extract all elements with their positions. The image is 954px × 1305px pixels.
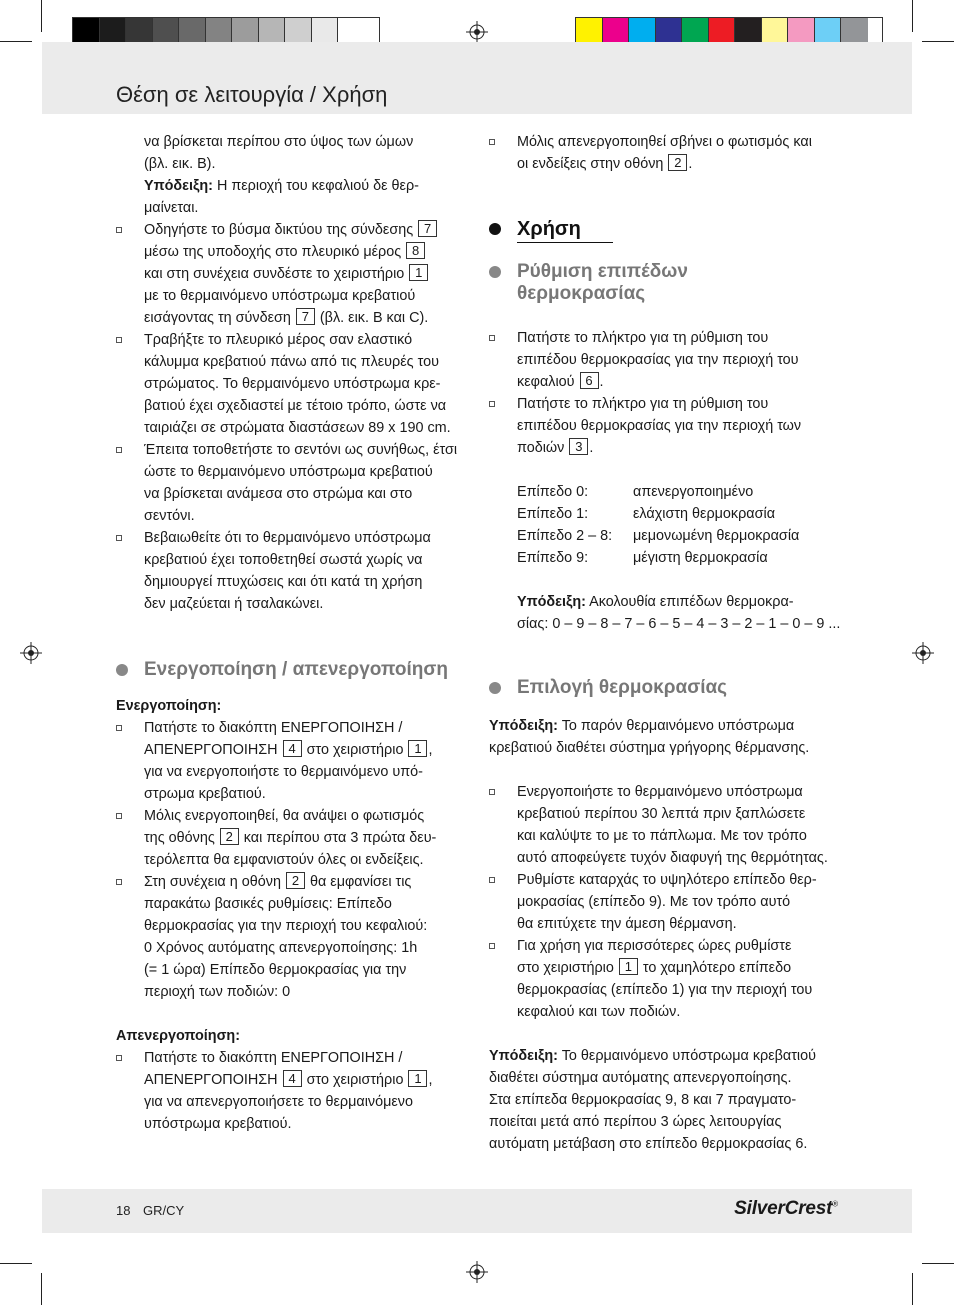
ref-number: 8 <box>406 242 425 259</box>
level-value: μεμονωμένη θερμοκρασία <box>633 528 800 544</box>
subheading: Απενεργοποίηση: <box>116 1028 240 1044</box>
ref-number: 7 <box>418 220 437 237</box>
brand-name: SilverCrest <box>734 1198 833 1219</box>
crop-mark <box>922 41 954 42</box>
section-heading-text: Ενεργοποίηση / απενεργοποίηση <box>144 659 448 680</box>
text: Πατήστε το πλήκτρο για τη ρύθμιση του <box>517 330 769 346</box>
bullet-box-icon <box>116 725 122 731</box>
bullet-dot-icon <box>116 664 128 676</box>
bullet-box-icon <box>116 447 122 453</box>
bullet-dot-icon <box>489 223 501 235</box>
text: στρωμα κρεβατιού. <box>144 786 266 802</box>
text: Η περιοχή του κεφαλιού δε θερ- <box>212 178 419 194</box>
text: δεν μαζεύεται ή τσαλακώνει. <box>144 596 324 612</box>
text: κρεβατιού περίπου 30 λεπτά πριν ξαπλώσετε <box>517 806 806 822</box>
text: Στη συνέχεια η οθόνη <box>144 874 281 890</box>
text: . <box>589 440 594 456</box>
level-value: απενεργοποιημένο <box>633 484 754 500</box>
bullet-box-icon <box>489 877 495 883</box>
text: Το θερμαινόμενο υπόστρωμα κρεβατιού <box>557 1048 816 1064</box>
text: Ενεργοποιήστε το θερμαινόμενο υπόστρωμα <box>517 784 803 800</box>
ref-number: 1 <box>619 958 638 975</box>
text: θερμοκρασίας (επίπεδο 1) για την περιοχή του <box>517 982 813 998</box>
text: θερμοκρασίας για την περιοχή του κεφαλιού: <box>144 918 428 934</box>
level-key: Επίπεδο 1: <box>517 506 589 522</box>
crop-mark <box>912 0 913 32</box>
text: 0 Χρόνος αυτόματης απενεργοποίησης: 1h <box>144 940 418 956</box>
text: μοκρασίας (επίπεδο 9). Με τον τρόπο αυτό <box>517 894 791 910</box>
level-row <box>489 525 841 547</box>
text: (= 1 ώρα) Επίπεδο θερμοκρασίας για την <box>144 962 407 978</box>
section-heading <box>116 659 466 681</box>
list-item <box>489 935 841 1023</box>
text: κεφαλιού <box>517 374 575 390</box>
level-row <box>489 503 841 525</box>
list-item <box>116 439 466 527</box>
ref-number: 4 <box>283 1070 302 1087</box>
ref-number: 6 <box>580 372 599 389</box>
note-label: Υπόδειξη: <box>489 1048 558 1064</box>
crop-mark <box>0 1263 32 1264</box>
text: Οδηγήστε το βύσμα δικτύου της σύνδεσης <box>144 222 414 238</box>
text: . <box>599 374 604 390</box>
heading-underline <box>517 242 613 243</box>
section-heading <box>489 677 841 699</box>
text: επιπέδου θερμοκρασίας για την περιοχή του <box>517 352 799 368</box>
section-heading <box>489 261 841 305</box>
note-label: Υπόδειξη: <box>489 718 558 734</box>
left-column <box>116 131 466 1135</box>
text: Τραβήξτε το πλευρικό μέρος σαν ελαστικό <box>144 332 413 348</box>
bullet-box-icon <box>116 535 122 541</box>
bullet-box-icon <box>116 227 122 233</box>
crop-mark <box>41 0 42 32</box>
bullet-box-icon <box>489 335 495 341</box>
text: κρεβατιού διαθέτει σύστημα γρήγορης θέρμανσης. <box>489 740 810 756</box>
list-item <box>116 805 466 871</box>
text: διαθέτει σύστημα αυτόματης απενεργοποίησης. <box>489 1070 792 1086</box>
text: (βλ. εικ. B). <box>144 156 216 172</box>
level-key: Επίπεδο 2 – 8: <box>517 528 613 544</box>
page-title: Θέση σε λειτουργία / Χρήση <box>116 82 388 107</box>
text: μαίνεται. <box>144 200 199 216</box>
text: σίας: 0 – 9 – 8 – 7 – 6 – 5 – 4 – 3 – 2 – 1 – 0 – 9 ... <box>517 616 841 632</box>
section-heading-text: Χρήση <box>517 218 581 240</box>
text: (βλ. εικ. B και C). <box>319 310 429 326</box>
list-item <box>116 329 466 439</box>
text: να βρίσκεται περίπου στο ύψος των ώμων <box>144 134 414 150</box>
bullet-box-icon <box>116 1055 122 1061</box>
level-key: Επίπεδο 0: <box>517 484 589 500</box>
text: θα επιτύχετε την άμεση θέρμανση. <box>517 916 737 932</box>
ref-number: 2 <box>668 154 687 171</box>
text: δημιουργεί πτυχώσεις και ότι κατά τη χρήση <box>144 574 423 590</box>
text: Έπειτα τοποθετήστε το σεντόνι ως συνήθως, έτσι <box>144 442 458 458</box>
text: Πατήστε το διακόπτη ΕΝΕΡΓΟΠΟΙΗΣΗ / <box>144 720 403 736</box>
text: ποιείται μετά από περίπου 3 ώρες λειτουργίας <box>489 1114 782 1130</box>
ref-number: 1 <box>408 740 427 757</box>
text: εισάγοντας τη σύνδεση <box>144 310 291 326</box>
text: ταιριάζει σε στρώματα διαστάσεων 89 x 190 cm. <box>144 420 451 436</box>
text: υπόστρωμα κρεβατιού. <box>144 1116 292 1132</box>
text: ΑΠΕΝΕΡΓΟΠΟΙΗΣΗ <box>144 742 278 758</box>
crop-mark <box>912 1273 913 1305</box>
text: επιπέδου θερμοκρασίας για την περιοχή των <box>517 418 802 434</box>
paragraph <box>116 131 466 219</box>
ref-number: 2 <box>286 872 305 889</box>
text: να βρίσκεται ανάμεσα στο στρώμα και στο <box>144 486 413 502</box>
crop-mark <box>922 1263 954 1264</box>
registration-mark-icon <box>20 642 42 664</box>
text: κάλυμμα κρεβατιού πάνω από τις πλευρές του <box>144 354 439 370</box>
text: Πατήστε το διακόπτη ΕΝΕΡΓΟΠΟΙΗΣΗ / <box>144 1050 403 1066</box>
text: τερόλεπτα θα εμφανιστούν όλες οι ενδείξεις. <box>144 852 424 868</box>
text: βατιού έχει σχεδιαστεί με τέτοιο τρόπο, ώστε να <box>144 398 447 414</box>
text: Στα επίπεδα θερμοκρασίας 9, 8 και 7 πραγματο- <box>489 1092 797 1108</box>
brand-logo <box>734 1198 838 1220</box>
text: στο χειριστήριο <box>302 742 404 758</box>
text: με το θερμαινόμενο υπόστρωμα κρεβατιού <box>144 288 416 304</box>
text: αυτό αποφεύγετε τυχόν διαφυγή της θερμότητας. <box>517 850 828 866</box>
ref-number: 3 <box>569 438 588 455</box>
note-paragraph <box>489 1045 841 1155</box>
ref-number: 4 <box>283 740 302 757</box>
text: και περίπου στα 3 πρώτα δευ- <box>239 830 437 846</box>
registration-mark-icon <box>466 21 488 43</box>
text: παρακάτω βασικές ρυθμίσεις: Επίπεδο <box>144 896 392 912</box>
text: Ρυθμίστε καταρχάς το υψηλότερο επίπεδο θερ- <box>517 872 817 888</box>
text: περιοχή των ποδιών: 0 <box>144 984 291 1000</box>
list-item <box>116 219 466 329</box>
bullet-box-icon <box>116 337 122 343</box>
text: μέσω της υποδοχής στο πλευρικό μέρος <box>144 244 402 260</box>
text: και στη συνέχεια συνδέστε το χειριστήριο <box>144 266 405 282</box>
list-item <box>489 781 841 869</box>
trademark-mark: ® <box>832 1199 838 1209</box>
crop-mark <box>0 41 32 42</box>
text: Μόλις απενεργοποιηθεί σβήνει ο φωτισμός και <box>517 134 812 150</box>
text: ποδιών <box>517 440 565 456</box>
text: σεντόνι. <box>144 508 195 524</box>
level-row <box>489 481 841 503</box>
text: Το παρόν θερμαινόμενο υπόστρωμα <box>557 718 795 734</box>
text: , <box>428 1072 433 1088</box>
text: Για χρήση για περισσότερες ώρες ρυθμίστε <box>517 938 792 954</box>
text: για να ενεργοποιήστε το θερμαινόμενο υπό- <box>144 764 423 780</box>
text: το χαμηλότερο επίπεδο <box>638 960 792 976</box>
text: ώστε το θερμαινόμενο υπόστρωμα κρεβατιού <box>144 464 433 480</box>
list-item <box>116 1047 466 1135</box>
text: , <box>428 742 433 758</box>
registration-mark-icon <box>466 1261 488 1283</box>
text: Πατήστε το πλήκτρο για τη ρύθμιση του <box>517 396 769 412</box>
list-item <box>489 327 841 393</box>
ref-number: 1 <box>408 1070 427 1087</box>
text: της οθόνης <box>144 830 215 846</box>
page-number: 18 <box>116 1203 131 1218</box>
bullet-box-icon <box>489 401 495 407</box>
text: αυτόματη μετάβαση στο επίπεδο θερμοκρασίας 6. <box>489 1136 808 1152</box>
level-key: Επίπεδο 9: <box>517 550 589 566</box>
text: στο χειριστήριο <box>302 1072 404 1088</box>
language-code: GR/CY <box>143 1203 185 1218</box>
text: ΑΠΕΝΕΡΓΟΠΟΙΗΣΗ <box>144 1072 278 1088</box>
bullet-box-icon <box>116 879 122 885</box>
list-item <box>116 527 466 615</box>
list-item <box>116 871 466 1003</box>
subheading: Ενεργοποίηση: <box>116 698 222 714</box>
level-value: μέγιστη θερμοκρασία <box>633 550 768 566</box>
crop-mark <box>41 1273 42 1305</box>
note-label: Υπόδειξη: <box>517 594 586 610</box>
text: κεφαλιού και των ποδιών. <box>517 1004 681 1020</box>
registration-mark-icon <box>912 642 934 664</box>
text: κρεβατιού έχει τοποθετηθεί σωστά χωρίς να <box>144 552 423 568</box>
text: στρώματος. Το θερμαινόμενο υπόστρωμα κρε- <box>144 376 441 392</box>
ref-number: 1 <box>409 264 428 281</box>
section-heading-text: Επιλογή θερμοκρασίας <box>517 677 728 698</box>
level-value: ελάχιστη θερμοκρασία <box>633 506 776 522</box>
note-paragraph <box>489 715 841 759</box>
note-paragraph <box>489 591 841 635</box>
bullet-dot-icon <box>489 266 501 278</box>
text: και καλύψτε το με το πάπλωμα. Με τον τρόπο <box>517 828 807 844</box>
list-item <box>116 717 466 805</box>
list-item <box>489 131 841 175</box>
text: στο χειριστήριο <box>517 960 614 976</box>
text: . <box>688 156 693 172</box>
text: οι ενδείξεις στην οθόνη <box>517 156 664 172</box>
text: Βεβαιωθείτε ότι το θερμαινόμενο υπόστρωμα <box>144 530 431 546</box>
right-column <box>489 131 841 1155</box>
bullet-box-icon <box>489 789 495 795</box>
section-heading-text: θερμοκρασίας <box>517 283 646 304</box>
section-heading-text: Ρύθμιση επιπέδων <box>517 261 688 282</box>
bullet-box-icon <box>489 139 495 145</box>
bullet-dot-icon <box>489 682 501 694</box>
bullet-box-icon <box>116 813 122 819</box>
ref-number: 7 <box>296 308 315 325</box>
text: θα εμφανίσει τις <box>305 874 412 890</box>
text: Μόλις ενεργοποιηθεί, θα ανάψει ο φωτισμός <box>144 808 425 824</box>
text: Ακολουθία επιπέδων θερμοκρα- <box>585 594 794 610</box>
bullet-box-icon <box>489 943 495 949</box>
note-label: Υπόδειξη: <box>144 178 213 194</box>
level-row <box>489 547 841 569</box>
section-heading-main <box>489 217 841 243</box>
list-item <box>489 869 841 935</box>
text: για να απενεργοποιήσετε το θερμαινόμενο <box>144 1094 414 1110</box>
list-item <box>489 393 841 459</box>
ref-number: 2 <box>220 828 239 845</box>
